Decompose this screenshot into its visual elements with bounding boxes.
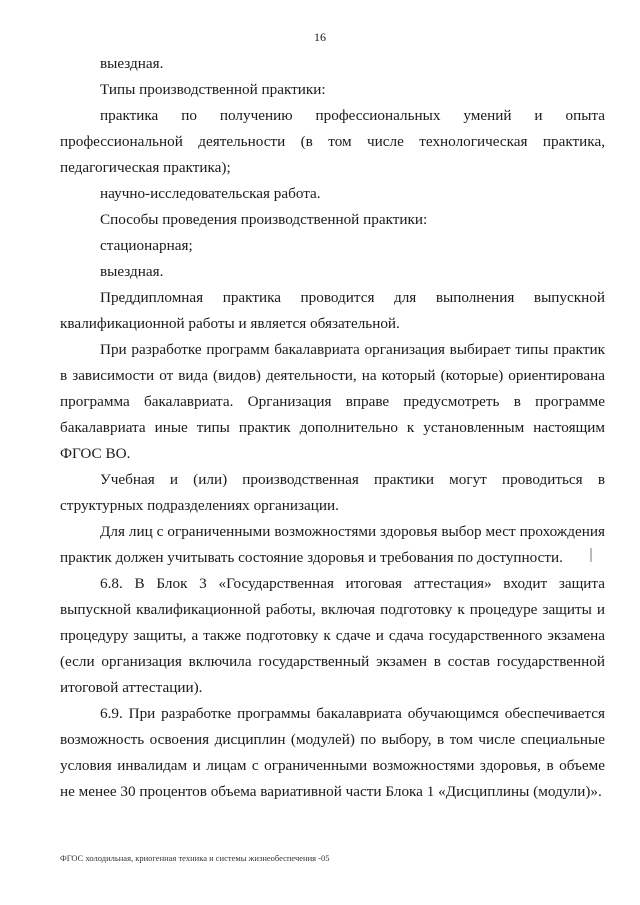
paragraph-13: 6.9. При разработке программы бакалавриата обучающимся обеспечивается возможность освоения дисциплин (модулей) по выбору, в том числе специальные условия инвалидам и лицам с ограниченными возможностями здоровья, в объеме не менее 30 процентов объема вариативной части Блока 1 «Дисциплины (модули)». (60, 705, 605, 800)
paragraph-7: выездная. (100, 263, 164, 280)
page-number: 16 (314, 30, 326, 44)
paragraph-11: Для лиц с ограниченными возможностями здоровья выбор мест прохождения практик должен учитывать состояние здоровья и требования по доступности. (60, 523, 605, 566)
paragraph-2: Типы производственной практики: (100, 81, 326, 98)
paragraph-5: Способы проведения производственной практики: (100, 211, 428, 228)
paragraph-10: Учебная и (или) производственная практики могут проводиться в структурных подразделениях организации. (60, 471, 605, 514)
document-body (60, 51, 605, 805)
paragraph-8: Преддипломная практика проводится для выполнения выпускной квалификационной работы и является обязательной. (60, 289, 605, 332)
paragraph-6: стационарная; (100, 237, 193, 254)
paragraph-3: практика по получению профессиональных умений и опыта профессиональной деятельности (в том числе технологическая практика, педагогическая практика); (60, 107, 605, 176)
scan-artifact (590, 548, 592, 562)
paragraph-1: выездная. (100, 55, 164, 72)
paragraph-12: 6.8. В Блок 3 «Государственная итоговая аттестация» входит защита выпускной квалификационной работы, включая подготовку к процедуре защиты и процедуру защиты, а также подготовку к сдаче и сдача государственного экзамена (если организация включила государственный экзамен в состав государственной итоговой аттестации). (60, 575, 605, 696)
paragraph-9: При разработке программ бакалавриата организация выбирает типы практик в зависимости от вида (видов) деятельности, на который (которые) ориентирована программа бакалавриата. Организация вправе предусмотреть в программе бакалавриата иные типы практик дополнительно к установленным настоящим ФГОС ВО. (60, 341, 605, 462)
paragraph-4: научно-исследовательская работа. (100, 185, 321, 202)
footer-text: ФГОС холодильная, криогенная техника и системы жизнеобеспечения -05 (60, 853, 330, 863)
